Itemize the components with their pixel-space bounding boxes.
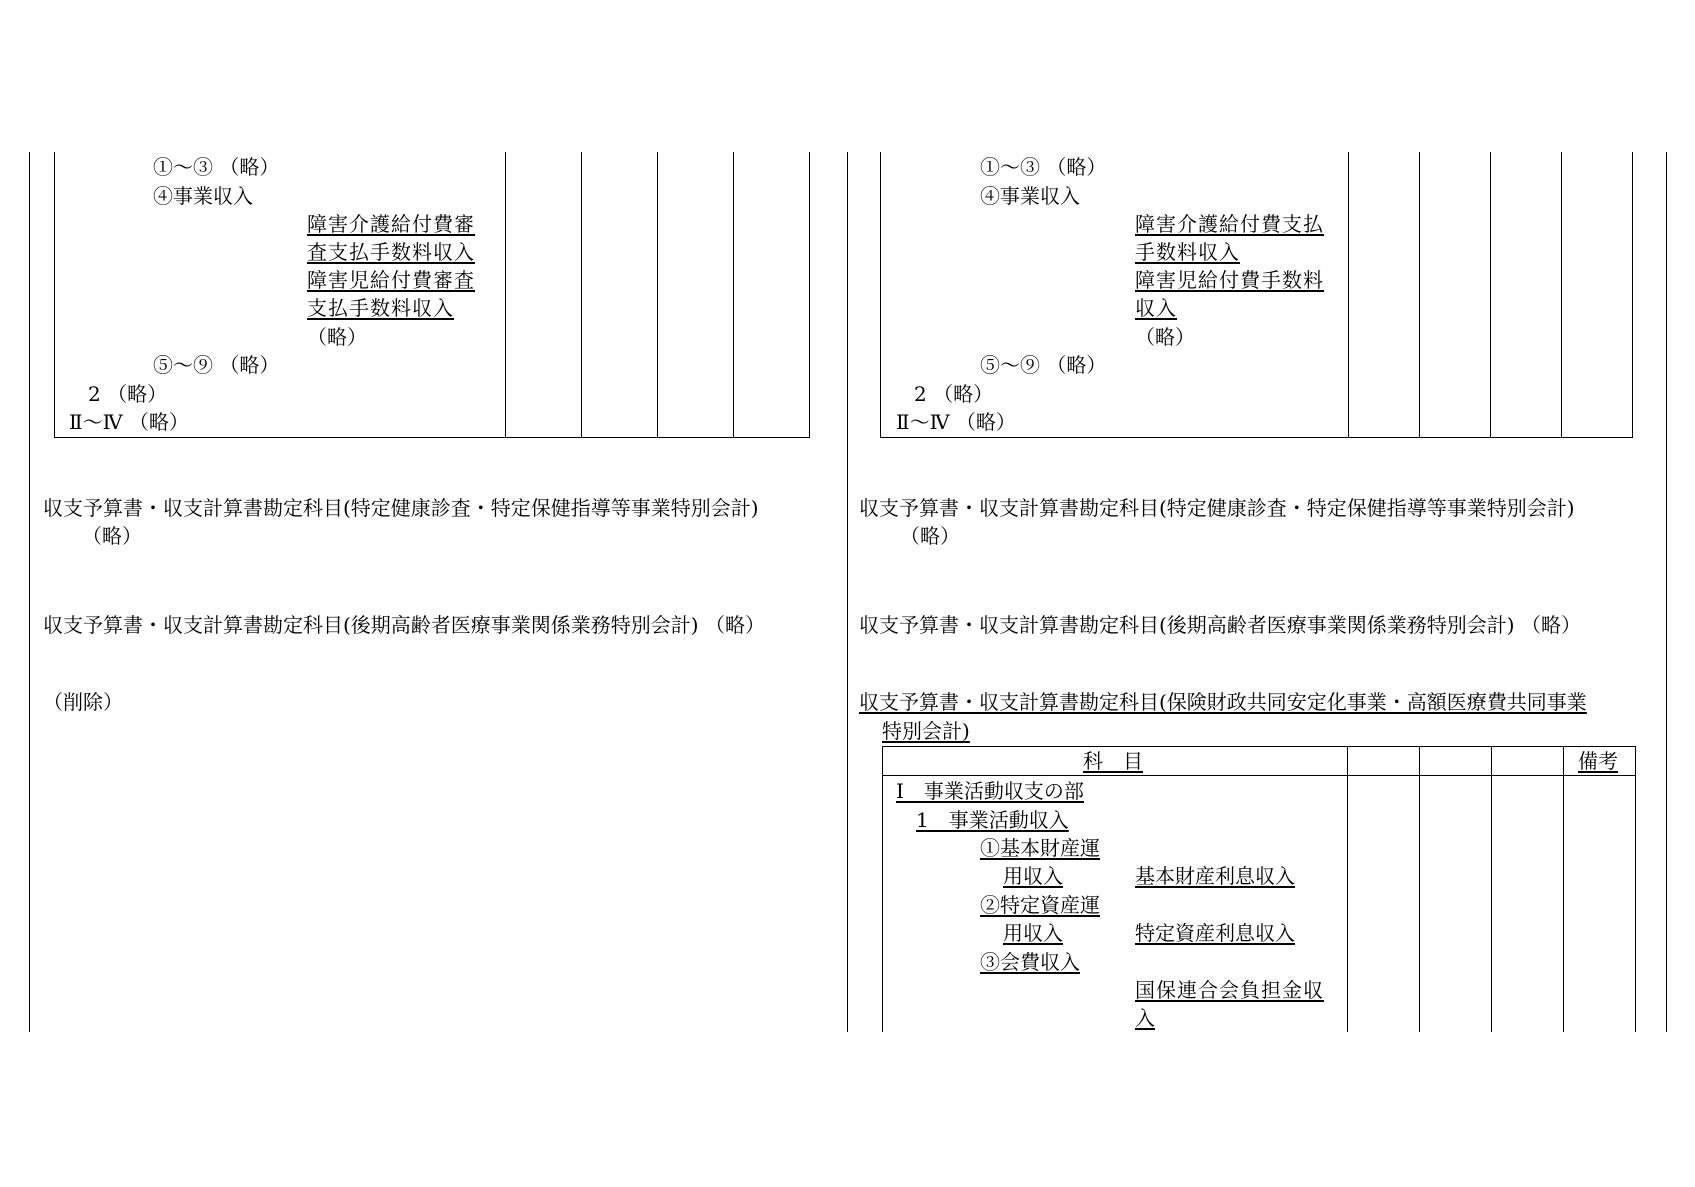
header-remarks: 備考 <box>1578 749 1618 773</box>
table-line: 基本財産利息収入 <box>1135 864 1295 888</box>
section-title: 収支予算書・収支計算書勘定科目(特定健康診査・特定保健指導等事業特別会計) <box>43 496 759 520</box>
table-line: ③会費収入 <box>980 950 1080 974</box>
left-margin-line <box>29 152 30 1032</box>
section-title: 収支予算書・収支計算書勘定科目(保険財政共同安定化事業・高額医療費共同事業 <box>859 690 1587 714</box>
table-sub-line: 障害介護給付費審 <box>307 212 475 236</box>
table-border-left <box>882 746 883 1032</box>
table-col-divider <box>1491 746 1492 1032</box>
table-header-divider <box>882 775 1636 776</box>
right-margin-line <box>1666 152 1667 1032</box>
table-border-bottom <box>880 437 1633 438</box>
table-sub-line: 障害児給付費手数料 <box>1135 268 1324 292</box>
table-col-divider <box>1347 746 1348 1032</box>
table-sub-line: 手数料収入 <box>1135 240 1240 264</box>
table-row: ④事業収入 <box>153 184 253 208</box>
table-line: ①基本財産運 <box>980 836 1100 860</box>
table-row: Ⅱ～Ⅳ （略） <box>896 410 1016 434</box>
table-border-right <box>809 152 810 438</box>
table-line: 国保連合会負担金収 <box>1135 978 1324 1002</box>
table-row: 2 （略） <box>914 382 994 406</box>
table-sub-line: 収入 <box>1135 296 1177 320</box>
table-sub-line: 支払手数料収入 <box>307 296 454 320</box>
table-line: 用収入 <box>1003 864 1063 888</box>
table-col-divider <box>1348 152 1349 438</box>
table-col-divider <box>733 152 734 438</box>
table-border-right <box>1635 746 1636 1032</box>
table-border-left <box>880 152 881 438</box>
section-title: 収支予算書・収支計算書勘定科目(特定健康診査・特定保健指導等事業特別会計) <box>859 496 1575 520</box>
table-col-divider <box>505 152 506 438</box>
table-sub-line: 障害介護給付費支払 <box>1135 212 1324 236</box>
section-note: （略） <box>900 524 960 548</box>
table-col-divider <box>1419 152 1420 438</box>
section-title: 収支予算書・収支計算書勘定科目(後期高齢者医療事業関係業務特別会計) （略） <box>43 613 765 637</box>
table-border-bottom <box>54 437 810 438</box>
table-line: ②特定資産運 <box>980 893 1100 917</box>
table-col-divider <box>1561 152 1562 438</box>
section-note: （略） <box>82 524 142 548</box>
table-sub-line: 査支払手数料収入 <box>307 240 475 264</box>
table-border-left <box>54 152 55 438</box>
center-divider-line <box>847 152 848 1032</box>
table-line: Ⅰ 事業活動収支の部 <box>896 779 1084 803</box>
table-border-top <box>882 746 1636 747</box>
table-row: ①～③ （略） <box>980 155 1107 179</box>
table-col-divider <box>1419 746 1420 1032</box>
header-subject: 科 目 <box>1083 749 1143 773</box>
table-line: 入 <box>1135 1006 1155 1030</box>
table-row: Ⅱ～Ⅳ （略） <box>69 410 189 434</box>
table-row: 2 （略） <box>88 382 168 406</box>
table-border-right <box>1632 152 1633 438</box>
table-sub-line: 障害児給付費審査 <box>307 268 475 292</box>
table-col-divider <box>1563 746 1564 1032</box>
table-line: 1 事業活動収入 <box>916 808 1069 832</box>
table-col-divider <box>581 152 582 438</box>
table-col-divider <box>1490 152 1491 438</box>
table-line: 特定資産利息収入 <box>1135 921 1295 945</box>
section-title: （削除） <box>43 690 123 714</box>
table-line: 用収入 <box>1003 921 1063 945</box>
table-row: ⑤～⑨ （略） <box>153 353 280 377</box>
table-row: ④事業収入 <box>980 184 1080 208</box>
table-sub-line: （略） <box>1135 325 1195 349</box>
table-col-divider <box>657 152 658 438</box>
table-row: ①～③ （略） <box>153 155 280 179</box>
section-title-continued: 特別会計) <box>882 719 970 743</box>
section-title: 収支予算書・収支計算書勘定科目(後期高齢者医療事業関係業務特別会計) （略） <box>859 613 1581 637</box>
table-row: ⑤～⑨ （略） <box>980 353 1107 377</box>
table-sub-line: （略） <box>307 325 367 349</box>
